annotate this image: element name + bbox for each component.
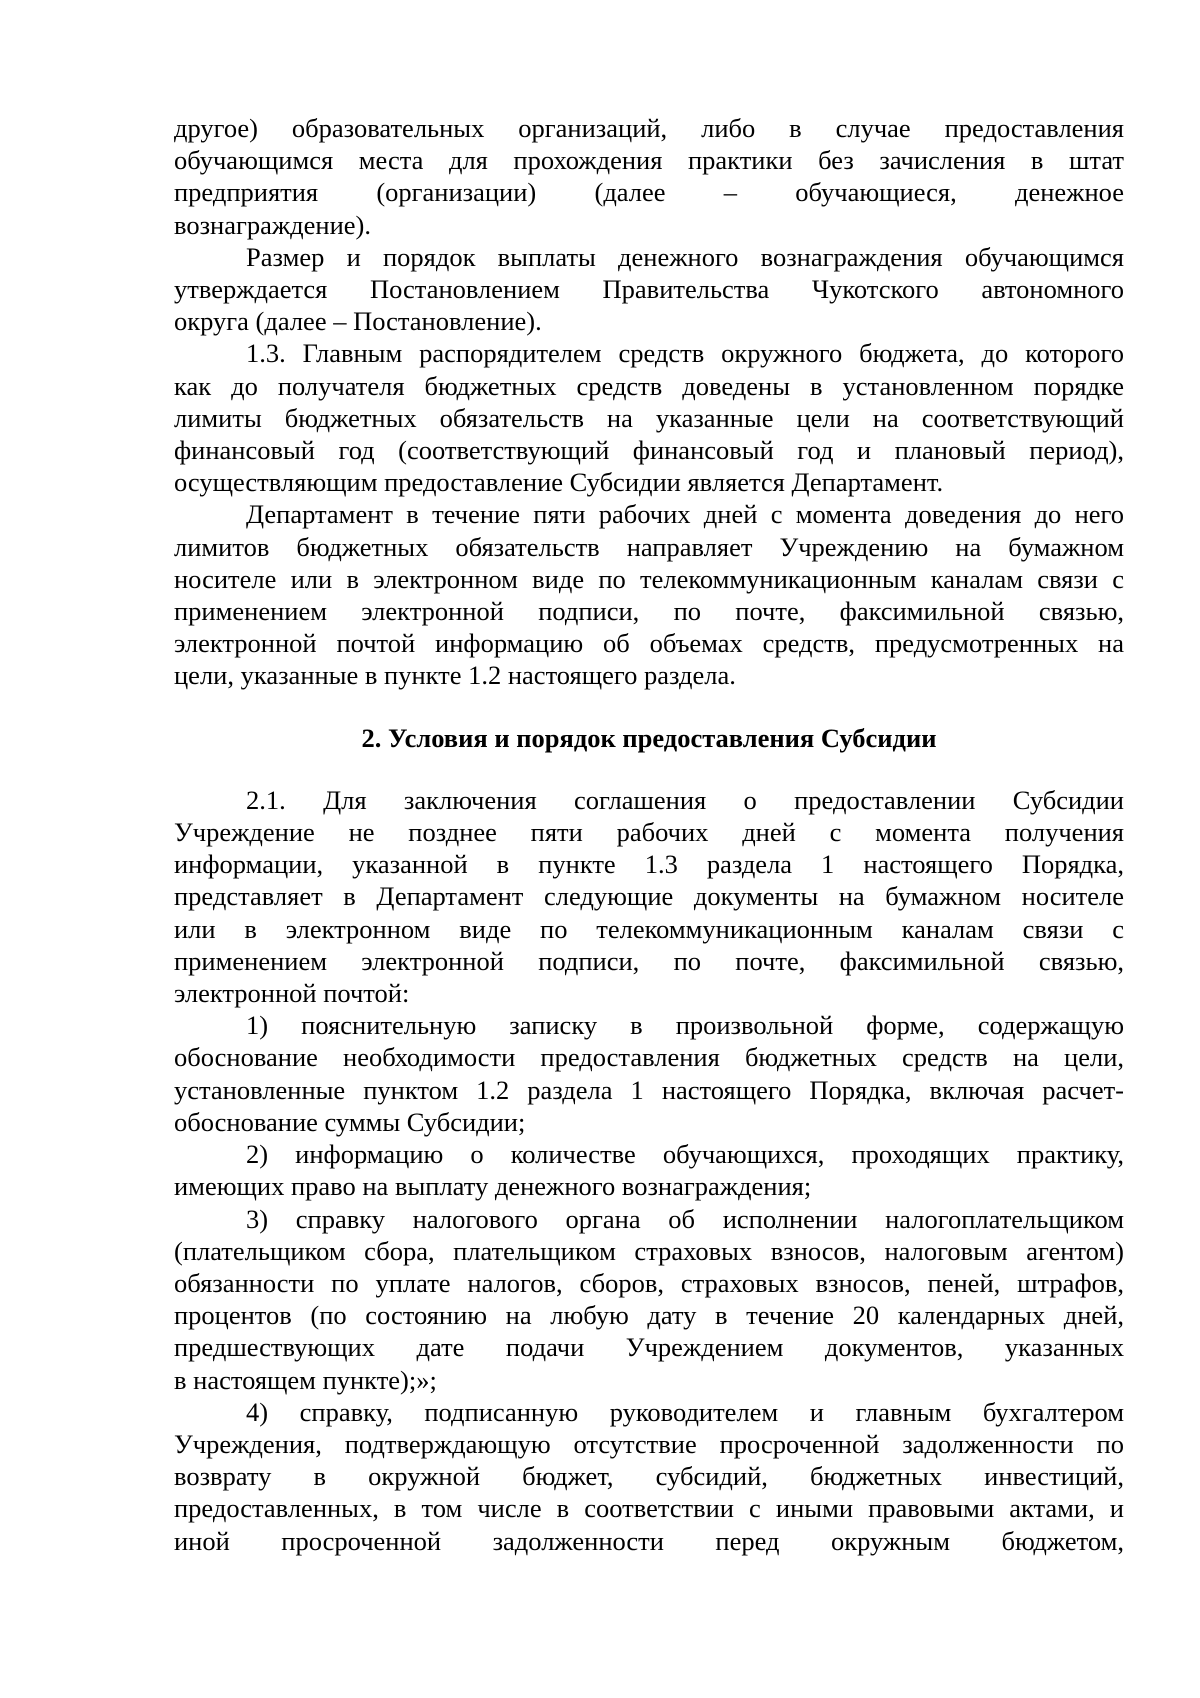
text-line: представляет в Департамент следующие документы на бумажном носителе	[174, 881, 1124, 912]
text-line: установленные пунктом 1.2 раздела 1 настоящего Порядка, включая расчет-	[174, 1074, 1124, 1105]
text-line: электронной почтой:	[174, 978, 410, 1009]
document-page	[174, 112, 1124, 1557]
text-line: предприятия (организации) (далее – обучающиеся, денежное	[174, 177, 1124, 208]
text-line: как до получателя бюджетных средств доведены в установленном порядке	[174, 370, 1124, 401]
text-line: финансовый год (соответствующий финансовый год и плановый период),	[174, 435, 1124, 466]
text-line: 3) справку налогового органа об исполнении налогоплательщиком	[246, 1203, 1124, 1234]
paragraph-1-3	[174, 337, 1124, 498]
paragraph-payment-order	[174, 241, 1124, 338]
text-line: вознаграждение).	[174, 209, 372, 240]
text-line: или в электронном виде по телекоммуникационным каналам связи с	[174, 913, 1124, 944]
list-item-2	[174, 1138, 1124, 1202]
text-line: 2.1. Для заключения соглашения о предоставлении Субсидии	[246, 784, 1124, 815]
text-line: другое) образовательных организаций, либо в случае предоставления	[174, 113, 1124, 143]
text-line: 1.3. Главным распорядителем средств окружного бюджета, до которого	[246, 338, 1124, 369]
text-line: предоставленных, в том числе в соответствии с иными правовыми актами, и	[174, 1493, 1124, 1524]
list-item-1	[174, 1009, 1124, 1138]
section-heading: 2. Условия и порядок предоставления Субсидии	[361, 722, 937, 753]
text-line: предшествующих дате подачи Учреждением документов, указанных	[174, 1332, 1124, 1363]
text-line: возврату в окружной бюджет, субсидий, бюджетных инвестиций,	[174, 1461, 1124, 1492]
text-line: утверждается Постановлением Правительства Чукотского автономного	[174, 274, 1124, 305]
text-line: процентов (по состоянию на любую дату в течение 20 календарных дней,	[174, 1300, 1124, 1331]
list-item-3	[174, 1203, 1124, 1396]
text-line: в настоящем пункте);»;	[174, 1364, 437, 1395]
text-line: лимиты бюджетных обязательств на указанные цели на соответствующий	[174, 402, 1124, 433]
text-line: лимитов бюджетных обязательств направляет Учреждению на бумажном	[174, 531, 1124, 562]
paragraph-continuation	[174, 112, 1124, 241]
text-line: 1) пояснительную записку в произвольной форме, содержащую	[246, 1010, 1124, 1041]
text-line: носителе или в электронном виде по телекоммуникационным каналам связи с	[174, 563, 1124, 594]
text-line: электронной почтой информацию об объемах средств, предусмотренных на	[174, 628, 1124, 659]
text-line: иной просроченной задолженности перед окружным бюджетом,	[174, 1525, 1124, 1556]
paragraph-2-1	[174, 784, 1124, 1009]
text-line: обоснование суммы Субсидии;	[174, 1106, 526, 1137]
list-item-4	[174, 1396, 1124, 1557]
text-line: применением электронной подписи, по почте, факсимильной связью,	[174, 945, 1124, 976]
text-line: цели, указанные в пункте 1.2 настоящего раздела.	[174, 660, 736, 691]
text-line: имеющих право на выплату денежного вознаграждения;	[174, 1171, 812, 1202]
text-line: применением электронной подписи, по почте, факсимильной связью,	[174, 596, 1124, 627]
text-line: осуществляющим предоставление Субсидии является Департамент.	[174, 467, 944, 498]
text-line: 2) информацию о количестве обучающихся, проходящих практику,	[246, 1139, 1124, 1170]
text-line: Размер и порядок выплаты денежного вознаграждения обучающимся	[246, 241, 1124, 272]
text-line: Учреждения, подтверждающую отсутствие просроченной задолженности по	[174, 1428, 1124, 1459]
text-line: Учреждение не позднее пяти рабочих дней с момента получения	[174, 817, 1124, 848]
text-line: (плательщиком сбора, плательщиком страховых взносов, налоговым агентом)	[174, 1235, 1124, 1266]
text-line: информации, указанной в пункте 1.3 раздела 1 настоящего Порядка,	[174, 849, 1124, 880]
text-line: округа (далее – Постановление).	[174, 306, 542, 337]
text-line: обоснование необходимости предоставления бюджетных средств на цели,	[174, 1042, 1124, 1073]
text-line: обучающимся места для прохождения практики без зачисления в штат	[174, 145, 1124, 176]
paragraph-department-notice	[174, 498, 1124, 691]
text-line: Департамент в течение пяти рабочих дней с момента доведения до него	[246, 499, 1124, 530]
text-line: обязанности по уплате налогов, сборов, страховых взносов, пеней, штрафов,	[174, 1267, 1124, 1298]
text-line: 4) справку, подписанную руководителем и главным бухгалтером	[246, 1396, 1124, 1427]
